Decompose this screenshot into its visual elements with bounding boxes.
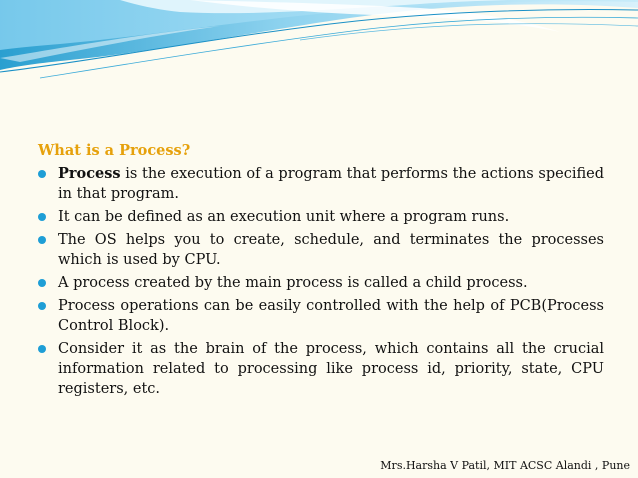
bullet-text: A process created by the main process is called a child process. bbox=[58, 275, 528, 291]
bullet-dot-icon bbox=[38, 279, 46, 287]
slide-heading: What is a Process? bbox=[38, 142, 191, 159]
bullet-item bbox=[38, 207, 604, 227]
bullet-item bbox=[38, 230, 604, 270]
bullet-list bbox=[38, 164, 604, 399]
bullet-item bbox=[38, 164, 604, 204]
header-wave-banner bbox=[0, 0, 638, 80]
bullet-bold-term: Process bbox=[58, 165, 121, 182]
bullet-text: It can be defined as an execution unit where a program runs. bbox=[58, 209, 510, 225]
bullet-item bbox=[38, 296, 604, 336]
bullet-text: The OS helps you to create, schedule, and terminates the processes which is used by CPU. bbox=[58, 232, 604, 268]
bullet-dot-icon bbox=[38, 345, 46, 353]
slide-content bbox=[38, 140, 604, 402]
footer-credit: Mrs.Harsha V Patil, MIT ACSC Alandi , Pune bbox=[380, 459, 630, 472]
bullet-item bbox=[38, 339, 604, 399]
bullet-dot-icon bbox=[38, 302, 46, 310]
bullet-dot-icon bbox=[38, 170, 46, 178]
bullet-text: Process operations can be easily controlled with the help of PCB(Process Control Block). bbox=[58, 298, 604, 334]
bullet-dot-icon bbox=[38, 236, 46, 244]
bullet-text: Consider it as the brain of the process, which contains all the crucial information related to processing like process id, priority, state, CPU registers, etc. bbox=[58, 341, 604, 397]
bullet-item bbox=[38, 273, 604, 293]
wave-line-3 bbox=[300, 24, 638, 40]
bullet-dot-icon bbox=[38, 213, 46, 221]
bullet-text: is the execution of a program that performs the actions specified in that program. bbox=[58, 166, 604, 202]
